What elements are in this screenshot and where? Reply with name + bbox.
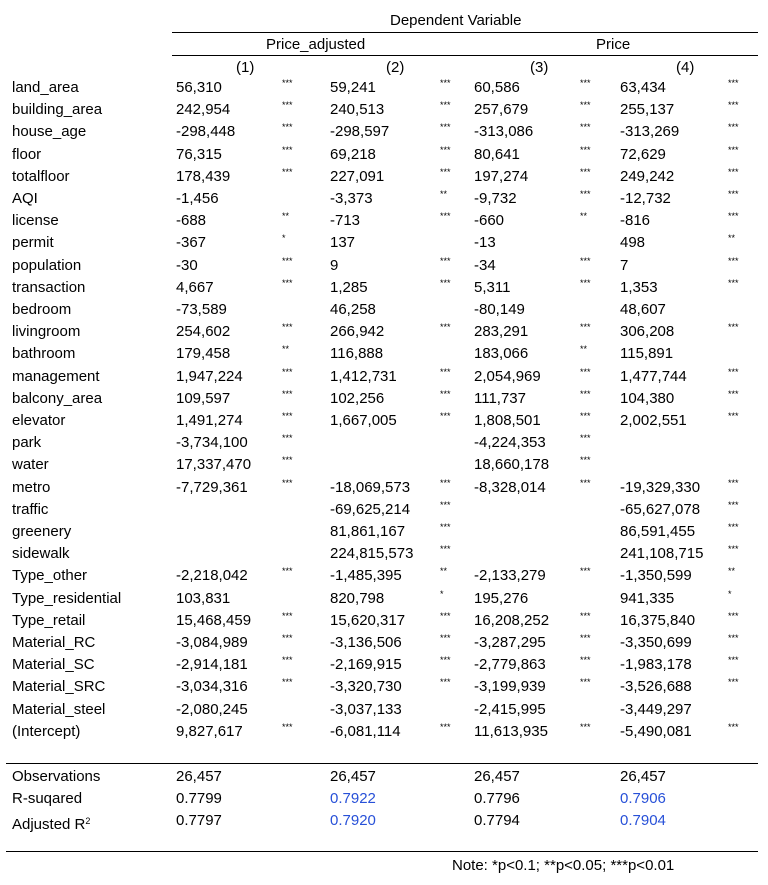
header-group-rule [172,55,758,56]
row-label: totalfloor [12,167,70,185]
significance-stars: *** [440,277,451,288]
significance-stars: *** [580,455,591,466]
stat-value: 0.7794 [474,812,520,830]
stat-value: 0.7904 [620,812,666,830]
significance-stars: *** [728,544,739,555]
coefficient-cell: -5,490,081 [620,722,692,740]
significance-stars: *** [282,633,293,643]
coefficient-cell: 11,613,935 [474,722,548,740]
row-label: (Intercept) [12,722,81,740]
significance-stars: *** [440,78,451,88]
significance-stars: *** [282,144,293,155]
significance-stars: *** [440,166,451,177]
coefficient-cell: -2,169,915 [330,656,402,674]
coefficient-cell: -298,597 [330,123,390,141]
significance-stars: *** [728,255,739,266]
row-label: Type_other [12,567,88,585]
row-label: Type_retail [12,611,86,629]
significance-stars: *** [728,499,739,510]
stat-label [12,810,90,836]
significance-stars: *** [728,277,739,288]
coefficient-cell: -3,199,939 [474,678,546,696]
significance-stars: *** [440,322,451,333]
row-label: water [12,456,49,474]
coefficient-cell: 257,679 [474,101,529,119]
significance-stars: *** [440,144,451,155]
stat-value: 0.7922 [330,790,376,808]
stat-label: R-suqared [12,790,83,808]
row-label: transaction [12,278,86,296]
significance-stars: *** [440,610,451,621]
row-label: land_area [12,79,79,96]
significance-stars: *** [282,322,293,333]
coefficient-cell: 7 [620,256,629,274]
coefficient-cell: -3,373 [330,190,373,207]
significance-stars: *** [580,655,591,666]
significance-stars: *** [728,610,739,621]
significance-stars: *** [440,100,451,111]
coefficient-cell: 1,667,005 [330,412,397,429]
row-label: floor [12,145,42,163]
stat-label: Observations [12,768,101,785]
coefficient-cell: 1,947,224 [176,367,243,385]
significance-stars: *** [580,277,591,288]
coefficient-cell: 1,285 [330,278,368,296]
coefficient-cell: 102,256 [330,389,385,407]
significance-stars: *** [440,655,451,666]
significance-stars: *** [728,677,739,688]
coefficient-cell: 137 [330,234,356,252]
coefficient-cell: -713 [330,212,361,230]
coefficient-cell: 69,218 [330,145,376,163]
coefficient-cell: -2,218,042 [176,567,248,585]
significance-stars: *** [728,166,739,177]
significance-stars: *** [282,721,293,732]
group-label-price: Price [596,36,631,53]
significance-stars: ** [282,211,290,222]
coefficient-cell: -73,589 [176,301,227,318]
significance-stars: *** [580,322,591,333]
coefficient-cell: -9,732 [474,190,517,207]
coefficient-cell: 60,586 [474,79,520,96]
coefficient-cell: -3,734,100 [176,434,248,452]
significance-stars: *** [282,455,293,466]
coefficient-cell: 48,607 [620,301,666,318]
coefficient-cell: 1,808,501 [474,412,541,429]
coefficient-cell: 820,798 [330,589,385,607]
significance-stars: *** [580,189,591,199]
coefficient-cell: -19,329,330 [620,478,701,496]
stat-value: 0.7920 [330,812,376,830]
significance-stars: *** [440,255,451,266]
significance-stars: *** [440,544,451,555]
coefficient-cell: 46,258 [330,301,376,318]
significance-stars: *** [580,366,591,377]
coefficient-cell: 283,291 [474,323,529,341]
significance-stars: *** [440,366,451,377]
coefficient-cell: 116,888 [330,345,384,363]
significance-stars: *** [440,522,451,532]
row-label: house_age [12,123,87,141]
coefficient-cell: 2,002,551 [620,412,687,429]
coefficient-cell: 9 [330,256,339,274]
coefficient-cell: 109,597 [176,389,231,407]
col-label-4: (4) [676,59,695,76]
coefficient-cell: 56,310 [176,79,222,96]
significance-stars: *** [728,388,739,399]
significance-stars: *** [282,366,293,377]
row-label: sidewalk [12,545,70,563]
stat-value: 26,457 [176,768,222,785]
significance-stars: *** [440,677,451,688]
row-label: elevator [12,412,66,429]
significance-stars: *** [580,78,591,88]
significance-stars: ** [580,211,588,222]
significance-stars: *** [728,322,739,333]
significance-stars: *** [728,411,739,421]
coefficient-cell: 224,815,573 [330,545,414,563]
row-label: balcony_area [12,389,103,407]
significance-stars: *** [728,655,739,666]
col-label-2: (2) [386,59,405,76]
significance-stars: *** [580,411,591,421]
significance-stars: *** [728,366,739,377]
coefficient-cell: 941,335 [620,589,675,607]
row-label: bedroom [12,301,72,318]
significance-stars: *** [440,211,451,222]
stat-label-superscript: 2 [85,816,91,827]
significance-stars: *** [282,166,293,177]
coefficient-cell: -3,287,295 [474,634,546,651]
significance-stars: ** [580,344,588,355]
coefficient-cell: 240,513 [330,101,385,119]
coefficient-cell: 242,954 [176,101,231,119]
coefficient-cell: -8,328,014 [474,478,546,496]
significance-stars: *** [282,255,293,266]
significance-stars: *** [282,477,293,488]
coefficient-cell: -2,779,863 [474,656,546,674]
row-label: livingroom [12,323,81,341]
row-label: metro [12,478,51,496]
row-label: bathroom [12,345,76,363]
significance-stars: *** [282,655,293,666]
coefficient-cell: 178,439 [176,167,231,185]
coefficient-cell: 72,629 [620,145,666,163]
coefficient-cell: 1,412,731 [330,367,397,385]
significance-stars: *** [580,433,591,444]
coefficient-cell: 16,375,840 [620,611,696,629]
coefficient-cell: 195,276 [474,589,529,607]
significance-stars: *** [282,100,293,111]
significance-stars: *** [282,122,293,133]
coefficient-cell: 183,066 [474,345,529,363]
significance-stars: *** [440,122,451,133]
coefficient-cell: -7,729,361 [176,478,248,496]
row-label: license [12,212,59,230]
coefficient-cell: -1,350,599 [620,567,692,585]
header-top-rule [172,32,758,33]
significance-stars: *** [282,610,293,621]
coefficient-cell: 179,458 [176,345,231,363]
significance-stars: *** [440,477,451,488]
significance-stars: *** [728,144,739,155]
row-label: permit [12,234,54,252]
coefficient-cell: 59,241 [330,79,376,96]
coefficient-cell: 5,311 [474,278,511,296]
significance-stars: *** [728,78,739,88]
row-label: population [12,256,82,274]
significance-stars: ** [440,189,448,199]
row-label: building_area [12,101,103,119]
significance-stars: *** [580,388,591,399]
coefficient-cell: 4,667 [176,278,214,296]
stat-value: 26,457 [620,768,666,785]
coefficient-cell: -367 [176,234,207,252]
coefficient-cell: -65,627,078 [620,500,701,518]
coefficient-cell: -816 [620,212,651,230]
col-label-1: (1) [236,59,255,76]
coefficient-cell: 2,054,969 [474,367,541,385]
coefficient-cell: -313,086 [474,123,534,141]
coefficient-cell: 227,091 [330,167,385,185]
significance-stars: *** [580,633,591,643]
coefficient-cell: 498 [620,234,646,252]
coefficient-cell: 17,337,470 [176,456,252,474]
coefficient-cell: -3,136,506 [330,634,402,651]
significance-stars: * [728,588,732,599]
row-label: Type_residential [12,589,122,607]
coefficient-cell: 16,208,252 [474,611,550,629]
significance-stars: *** [440,633,451,643]
significance-stars: *** [580,255,591,266]
stat-value: 0.7799 [176,790,222,808]
significance-stars: *** [580,166,591,177]
coefficient-cell: 76,315 [176,145,222,163]
coefficient-cell: -1,456 [176,190,219,207]
significance-stars: *** [440,721,451,732]
row-label: greenery [12,523,72,540]
significance-stars: *** [580,566,591,577]
significance-stars: *** [728,100,739,111]
coefficient-cell: -688 [176,212,207,230]
coefficient-cell: -34 [474,256,496,274]
significance-stars: *** [580,144,591,155]
col-label-3: (3) [530,59,549,76]
coefficient-cell: 18,660,178 [474,456,550,474]
coefficient-cell: 81,861,167 [330,523,406,540]
row-label: management [12,367,100,385]
significance-stars: *** [728,211,739,222]
significance-stars: *** [580,677,591,688]
significance-stars: * [440,588,444,599]
coefficient-cell: -298,448 [176,123,236,141]
significance-stars: *** [282,388,293,399]
coefficient-cell: -2,914,181 [176,656,248,674]
coefficient-cell: -3,037,133 [330,700,402,718]
coefficient-cell: -69,625,214 [330,500,411,518]
coefficient-cell: 197,274 [474,167,529,185]
coefficient-cell: -30 [176,256,198,274]
significance-stars: *** [728,721,739,732]
coefficient-cell: 111,737 [474,389,526,407]
coefficient-cell: 63,434 [620,79,666,96]
coefficient-cell: 254,602 [176,323,231,341]
significance-stars: ** [728,566,736,577]
coefficient-cell: 80,641 [474,145,520,163]
stat-value: 0.7796 [474,790,520,808]
coefficient-cell: -3,526,688 [620,678,692,696]
significance-stars: *** [282,677,293,688]
coefficient-cell: 1,491,274 [176,412,243,429]
coefficient-cell: -2,080,245 [176,700,248,718]
coefficient-cell: -3,084,989 [176,634,248,651]
coefficient-cell: -12,732 [620,190,671,207]
coefficient-cell: -3,449,297 [620,700,692,718]
significance-stars: *** [728,522,739,532]
significance-stars: ** [282,344,290,355]
coefficient-cell: -4,224,353 [474,434,546,452]
stat-label-base: Adjusted R [12,816,86,834]
coefficient-cell: 249,242 [620,167,675,185]
significance-stars: *** [282,78,293,88]
significance-stars: *** [728,122,739,133]
coefficient-cell: -18,069,573 [330,478,411,496]
coefficient-cell: 266,942 [330,323,385,341]
significance-stars: *** [728,189,739,199]
coefficient-cell: 15,620,317 [330,611,406,629]
coefficient-cell: -3,320,730 [330,678,402,696]
coefficient-cell: -2,415,995 [474,700,546,718]
coefficient-cell: -13 [474,234,496,252]
row-label: Material_RC [12,634,96,651]
group-label-price-adjusted: Price_adjusted [266,36,366,53]
coefficient-cell: 103,831 [176,589,231,607]
stats-bottom-rule [6,851,758,852]
coefficient-cell: -3,034,316 [176,678,248,696]
coefficient-cell: 115,891 [620,345,674,363]
coefficient-cell: -6,081,114 [330,722,401,740]
row-label: traffic [12,500,49,518]
significance-stars: *** [282,277,293,288]
significance-stars: ** [440,566,448,577]
coefficient-cell: -1,983,178 [620,656,692,674]
significance-stars: *** [580,477,591,488]
coefficient-cell: -80,149 [474,301,525,318]
significance-stars: *** [440,411,451,421]
significance-stars: *** [580,610,591,621]
coefficient-cell: 1,477,744 [620,367,687,385]
row-label: Material_SRC [12,678,106,696]
significance-stars: *** [580,721,591,732]
coefficient-cell: -660 [474,212,505,230]
coefficient-cell: -313,269 [620,123,680,141]
significance-stars: *** [728,477,739,488]
row-label: Material_SC [12,656,95,674]
row-label: AQI [12,190,38,207]
stat-value: 26,457 [330,768,376,785]
stats-top-rule [6,763,758,764]
coefficient-cell: 15,468,459 [176,611,252,629]
significance-stars: ** [728,233,736,244]
coefficient-cell: 255,137 [620,101,675,119]
significance-stars: *** [282,411,293,421]
significance-stars: *** [282,566,293,577]
row-label: Material_steel [12,700,106,718]
coefficient-cell: 1,353 [620,278,658,296]
coefficient-cell: -1,485,395 [330,567,402,585]
significance-stars: * [282,233,286,244]
dependent-variable-header: Dependent Variable [390,12,522,29]
significance-stars: *** [580,100,591,111]
coefficient-cell: 306,208 [620,323,675,341]
stat-value: 26,457 [474,768,520,785]
coefficient-cell: -2,133,279 [474,567,546,585]
row-label: park [12,434,42,452]
stat-value: 0.7906 [620,790,666,808]
significance-stars: *** [440,388,451,399]
coefficient-cell: 104,380 [620,389,675,407]
stat-value: 0.7797 [176,812,222,830]
coefficient-cell: 241,108,715 [620,545,704,563]
coefficient-cell: -3,350,699 [620,634,692,651]
significance-stars: *** [580,122,591,133]
significance-stars: *** [728,633,739,643]
significance-stars: *** [282,433,293,444]
coefficient-cell: 86,591,455 [620,523,696,540]
significance-note: Note: *p<0.1; **p<0.05; ***p<0.01 [452,857,675,874]
significance-stars: *** [440,499,451,510]
coefficient-cell: 9,827,617 [176,722,243,740]
